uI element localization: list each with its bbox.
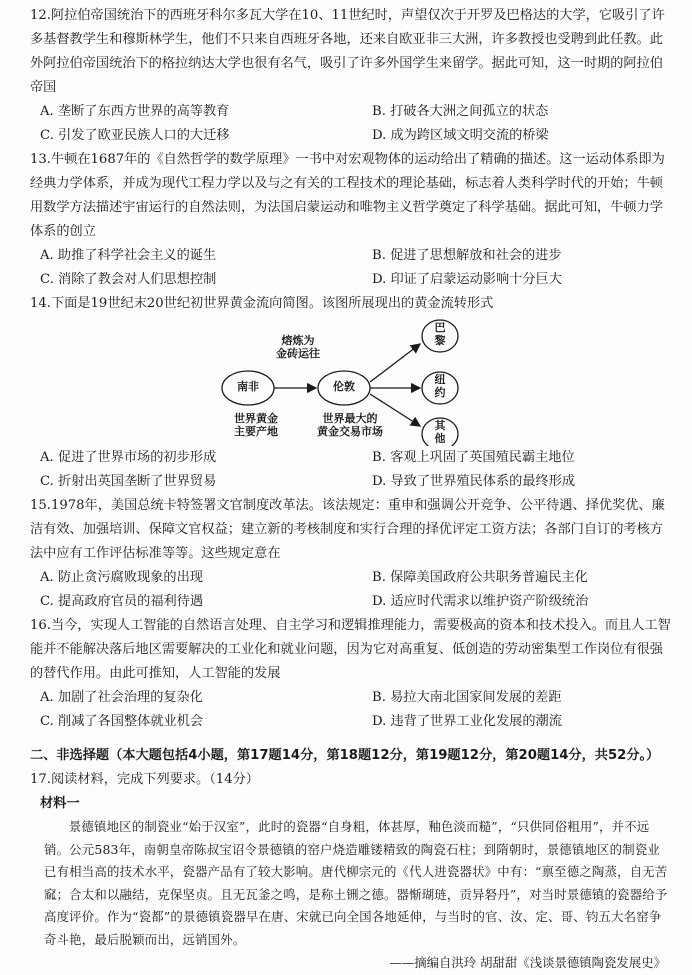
question-13-options [30,244,672,292]
question-14 [30,292,672,494]
option-d[interactable]: D. 印证了启蒙运动影响十分巨大 [372,272,562,287]
node-south-africa: 南非 [237,380,259,393]
question-15 [30,494,672,614]
question-15-options [30,566,672,614]
option-a[interactable]: A. 促进了世界市场的初步形成 [40,450,217,465]
question-13-stem: 13.牛顿在1687年的《自然哲学的数学原理》一书中对宏观物体的运动给出了精确的描述。这一运动体系即为经典力学体系，并成为现代工程力学以及与之有关的工程技术的理论基础，标志着人类科学时代的开始；牛顿用数学方法描述宇宙运行的自然法则，为法国启蒙运动和唯物主义哲学奠定了科学基础。据此可知，牛顿力学体系的创立 [30,152,665,239]
question-12-options [30,100,672,148]
option-b[interactable]: B. 易拉大南北国家间发展的差距 [372,690,562,705]
material-source: ——摘编自洪玲 胡甜甜《浅谈景德镇陶瓷发展史》 [389,955,666,970]
material-text: 景德镇地区的制瓷业“始于汉室”，此时的瓷器“自身粗，体甚厚，釉色淡而糙”，“只供同俗粗用”，并不远销。公元583年，南朝皇帝陈叔宝诏令景德镇的窑户烧造雕镂精致的陶瓷石柱；到隋朝时，景德镇地区的制瓷业已有相当高的技术水平，瓷器产品有了较大影响。唐代柳宗元的《代人进瓷器状》中有：“禀至德之陶蒸，自无苦窳；合太和以融结，克保坚贞。且无瓦釜之鸣，是称土铏之德。器惭瑚琏，贡异砮丹”，对当时景德镇的瓷器给予高度评价。作为“瓷都”的景德镇瓷器早在唐、宋就已向全国各地延伸，与当时的官、汝、定、哥、钧五大名窑争奇斗艳，最后脱颖而出，远销国外。 [44,819,668,947]
edge-label: 熔炼为 金砖运往 [276,334,320,360]
option-c[interactable]: C. 削减了各国整体就业机会 [40,714,204,729]
question-13 [30,148,672,292]
question-12 [30,4,672,148]
node-newyork: 纽约 [434,373,446,399]
option-d[interactable]: D. 适应时代需求以维护资产阶级统治 [372,594,589,609]
option-a[interactable]: A. 防止贪污腐败现象的出现 [40,570,203,585]
arrow-to-paris [370,344,420,382]
node-paris: 巴黎 [434,321,446,347]
label-largest-market: 世界最大的 黄金交易市场 [317,412,383,438]
option-c[interactable]: C. 引发了欧亚民族人口的大迁移 [40,128,230,143]
option-b[interactable]: B. 打破各大洲之间孤立的状态 [372,104,549,119]
option-a[interactable]: A. 加剧了社会治理的复杂化 [40,690,203,705]
question-15-stem: 15.1978年，美国总统卡特签署文官制度改革法。该法规定：重申和强调公开竞争、公平待遇、择优奖优、廉洁有效、加强培训、保障文官权益；建立新的考核制度和实行合理的择优评定工资方法；各部门自订的考核方法中应有工作评估标准等等。这些规定意在 [30,498,665,561]
option-b[interactable]: B. 保障美国政府公共职务普遍民主化 [372,570,588,585]
option-a[interactable]: A. 垄断了东西方世界的高等教育 [40,104,230,119]
label-main-producer: 世界黄金 主要产地 [234,412,278,438]
option-c[interactable]: C. 消除了教会对人们思想控制 [40,272,217,287]
option-b[interactable]: B. 客观上巩固了英国殖民霸主地位 [372,450,575,465]
gold-flow-diagram [30,316,672,446]
question-12-stem: 12.阿拉伯帝国统治下的西班牙科尔多瓦大学在10、11世纪时，声望仅次于开罗及巴格达的大学，它吸引了许多基督教学生和穆斯林学生，他们不只来自西班牙各地，还来自欧亚非三大洲，许多教授也受聘到此任教。此外阿拉伯帝国统治下的格拉纳达大学也很有名气，吸引了许多外国学生来留学。据此可知，这一时期的阿拉伯帝国 [30,8,665,95]
node-other: 其他 [434,419,446,445]
node-london: 伦敦 [333,380,355,393]
question-17-stem: 17.阅读材料，完成下列要求。（14分） [30,772,259,787]
option-a[interactable]: A. 助推了科学社会主义的诞生 [40,248,217,263]
question-14-options [30,446,672,494]
option-c[interactable]: C. 提高政府官员的福利待遇 [40,594,204,609]
section-2-title: 二、非选择题（本大题包括4小题，第17题14分，第18题12分，第19题12分，第20题14分，共52分。） [30,748,660,763]
question-16-stem: 16.当今，实现人工智能的自然语言处理、自主学习和逻辑推理能力，需要极高的资本和技术投入。而且人工智能并不能解决落后地区需要解决的工业化和就业问题，因为它对高重复、低创造的劳动密集型工作岗位有很强的替代作用。由此可推知，人工智能的发展 [30,618,671,681]
option-d[interactable]: D. 成为跨区域文明交流的桥梁 [372,128,549,143]
option-d[interactable]: D. 导致了世界殖民体系的最终形成 [372,474,576,489]
question-14-stem: 14.下面是19世纪末20世纪初世界黄金流向简图。该图所展现出的黄金流转形式 [30,296,494,311]
option-b[interactable]: B. 促进了思想解放和社会的进步 [372,248,562,263]
question-16-options [30,686,672,734]
option-c[interactable]: C. 折射出英国垄断了世界贸易 [40,474,217,489]
material-title: 材料一 [40,796,80,811]
option-d[interactable]: D. 违背了世界工业化发展的潮流 [372,714,562,729]
question-16 [30,614,672,734]
